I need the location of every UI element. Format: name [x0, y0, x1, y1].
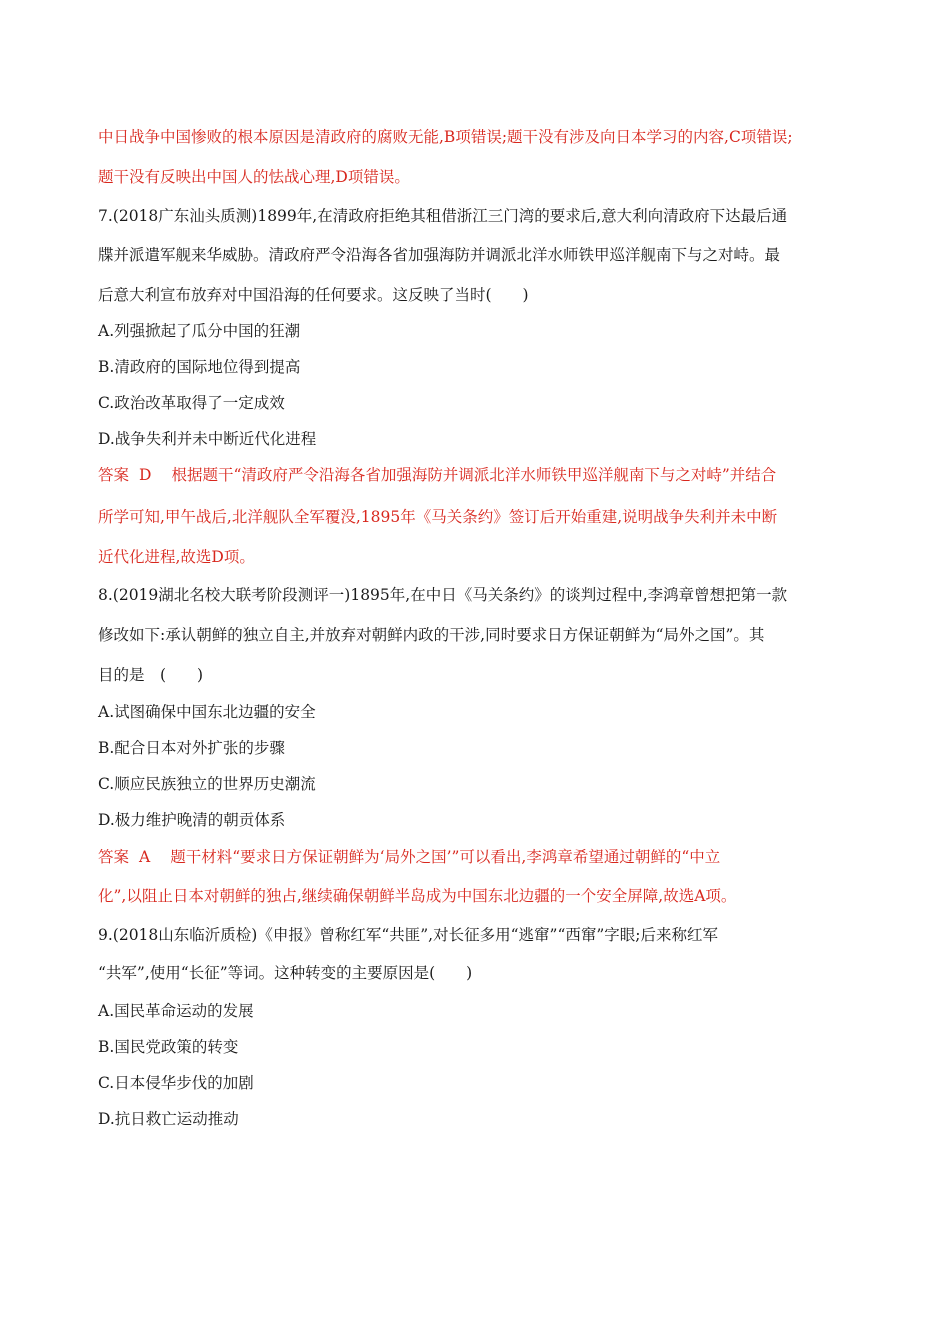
q7-answer-line: 所学可知,甲午战后,北洋舰队全军覆没,1895年《马关条约》签订后开始重建,说明战争失利并未中断: [98, 508, 778, 526]
answer-letter: A: [139, 848, 151, 866]
q7-answer-line: 近代化进程,故选D项。: [98, 548, 255, 566]
q7-option-b: B.清政府的国际地位得到提高: [98, 358, 301, 376]
q8-option-d: D.极力维护晚清的朝贡体系: [98, 811, 286, 829]
q8-option-c: C.顺应民族独立的世界历史潮流: [98, 775, 316, 793]
q8-stem-line: 目的是 ( ): [98, 666, 204, 684]
q7-stem-line: 7.(2018广东汕头质测)1899年,在清政府拒绝其租借浙江三门湾的要求后,意大利向清政府下达最后通: [98, 207, 788, 225]
q8-answer-line: 化”,以阻止日本对朝鲜的独占,继续确保朝鲜半岛成为中国东北边疆的一个安全屏障,故选A项。: [98, 887, 737, 905]
q7-stem-line: 后意大利宣布放弃对中国沿海的任何要求。这反映了当时( ): [98, 286, 529, 304]
q7-option-a: A.列强掀起了瓜分中国的狂潮: [98, 322, 301, 340]
prev-explanation-line: 题干没有反映出中国人的怯战心理,D项错误。: [98, 168, 410, 186]
answer-letter: D: [139, 466, 152, 484]
q9-option-d: D.抗日救亡运动推动: [98, 1110, 239, 1128]
q9-stem-line: 9.(2018山东临沂质检)《申报》曾称红军“共匪”,对长征多用“逃窜”“西窜”字眼;后来称红军: [98, 926, 719, 944]
q7-option-d: D.战争失利并未中断近代化进程: [98, 430, 317, 448]
answer-text: 根据题干“清政府严令沿海各省加强海防并调派北洋水师铁甲巡洋舰南下与之对峙”并结合: [171, 466, 777, 484]
q8-option-a: A.试图确保中国东北边疆的安全: [98, 703, 316, 721]
q9-option-a: A.国民革命运动的发展: [98, 1002, 254, 1020]
q8-stem-line: 8.(2019湖北名校大联考阶段测评一)1895年,在中日《马关条约》的谈判过程中,李鸿章曾想把第一款: [98, 586, 788, 604]
q7-option-c: C.政治改革取得了一定成效: [98, 394, 285, 412]
prev-explanation-line: 中日战争中国惨败的根本原因是清政府的腐败无能,B项错误;题干没有涉及向日本学习的内容,C项错误;: [98, 128, 793, 146]
q8-stem-line: 修改如下:承认朝鲜的独立自主,并放弃对朝鲜内政的干涉,同时要求日方保证朝鲜为“局外之国”。其: [98, 626, 765, 644]
q9-option-c: C.日本侵华步伐的加剧: [98, 1074, 254, 1092]
q8-answer-line: [98, 847, 868, 867]
q8-option-b: B.配合日本对外扩张的步骤: [98, 739, 285, 757]
answer-label: 答案: [98, 466, 130, 484]
q7-answer-line: [98, 465, 868, 485]
q9-stem-line: “共军”,使用“长征”等词。这种转变的主要原因是( ): [98, 964, 473, 982]
q9-option-b: B.国民党政策的转变: [98, 1038, 239, 1056]
q7-stem-line: 牒并派遣军舰来华威胁。清政府严令沿海各省加强海防并调派北洋水师铁甲巡洋舰南下与之对峙。最: [98, 246, 781, 264]
answer-text: 题干材料“要求日方保证朝鲜为‘局外之国’”可以看出,李鸿章希望通过朝鲜的“中立: [170, 848, 721, 866]
answer-label: 答案: [98, 848, 130, 866]
